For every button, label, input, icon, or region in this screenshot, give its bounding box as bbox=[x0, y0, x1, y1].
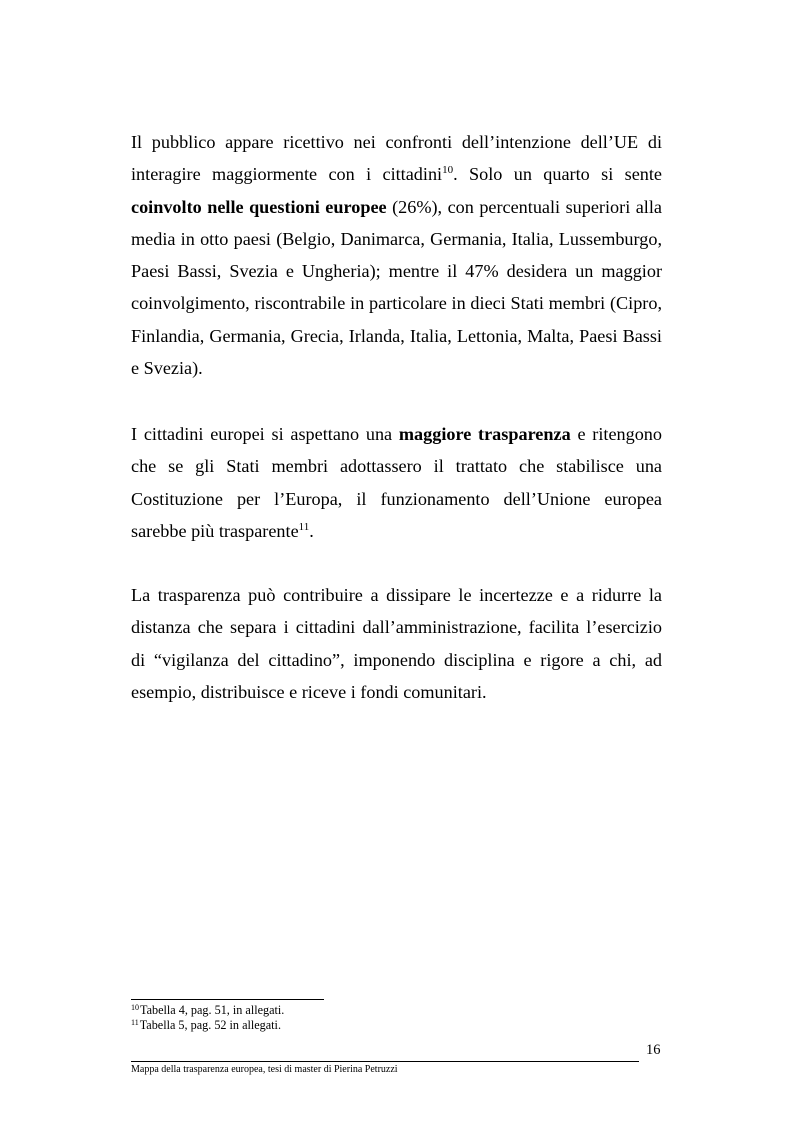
footer-text: Mappa della trasparenza europea, tesi di master di Pierina Petruzzi bbox=[131, 1064, 398, 1075]
text-run: I cittadini europei si aspettano una bbox=[131, 424, 399, 444]
text-run: La trasparenza può contribuire a dissipare le incertezze e a ridurre la distanza che separa i cittadini dall’amministrazione, facilita l’esercizio di “vigilanza del cittadino”, imponendo disciplina e rigore a chi, ad esempio, distribuisce e riceve i fondi comunitari. bbox=[131, 585, 662, 702]
footnote-text: Tabella 5, pag. 52 in allegati. bbox=[139, 1018, 281, 1032]
footer-separator bbox=[131, 1061, 639, 1062]
text-run: . bbox=[309, 520, 314, 541]
footnote-text: Tabella 4, pag. 51, in allegati. bbox=[140, 1003, 285, 1017]
text-run: . Solo un quarto si sente bbox=[453, 164, 662, 185]
footnotes bbox=[131, 1003, 651, 1033]
page-number: 16 bbox=[646, 1042, 661, 1058]
footnote-marker: 11 bbox=[131, 1018, 139, 1027]
footnote-separator bbox=[131, 999, 324, 1000]
footnote-reference: 11 bbox=[298, 520, 310, 533]
body-paragraph-3 bbox=[131, 579, 662, 708]
bold-phrase: coinvolto nelle questioni europee bbox=[131, 196, 387, 217]
footnote-reference: 10 bbox=[442, 164, 454, 177]
text-run: (26%), con percentuali superiori alla media in otto paesi (Belgio, Danimarca, Germania, Italia, Lussemburgo, Paesi Bassi, Svezia e Ungheria); mentre il 47% desidera un maggior coinvolgimento, riscontrabile in particolare in dieci Stati membri (Cipro, Finlandia, Germania, Grecia, Irlanda, Italia, Lettonia, Malta, Paesi Bassi e Svezia). bbox=[131, 196, 662, 379]
bold-phrase: maggiore trasparenza bbox=[398, 424, 571, 444]
body-paragraph-2 bbox=[131, 418, 662, 547]
footnote-10 bbox=[131, 1003, 651, 1018]
footnote-marker: 10 bbox=[131, 1003, 139, 1012]
footnote-11 bbox=[131, 1018, 651, 1033]
text-run: Il pubblico appare ricettivo nei confronti dell’intenzione dell’UE di interagire maggiormente con i cittadini bbox=[131, 132, 662, 185]
text-run: e ritengono che se gli Stati membri adottassero il trattato che stabilisce una Costituzione per l’Europa, il funzionamento dell’Unione europea sarebbe più trasparente bbox=[131, 424, 662, 541]
body-paragraph-1 bbox=[131, 126, 662, 384]
